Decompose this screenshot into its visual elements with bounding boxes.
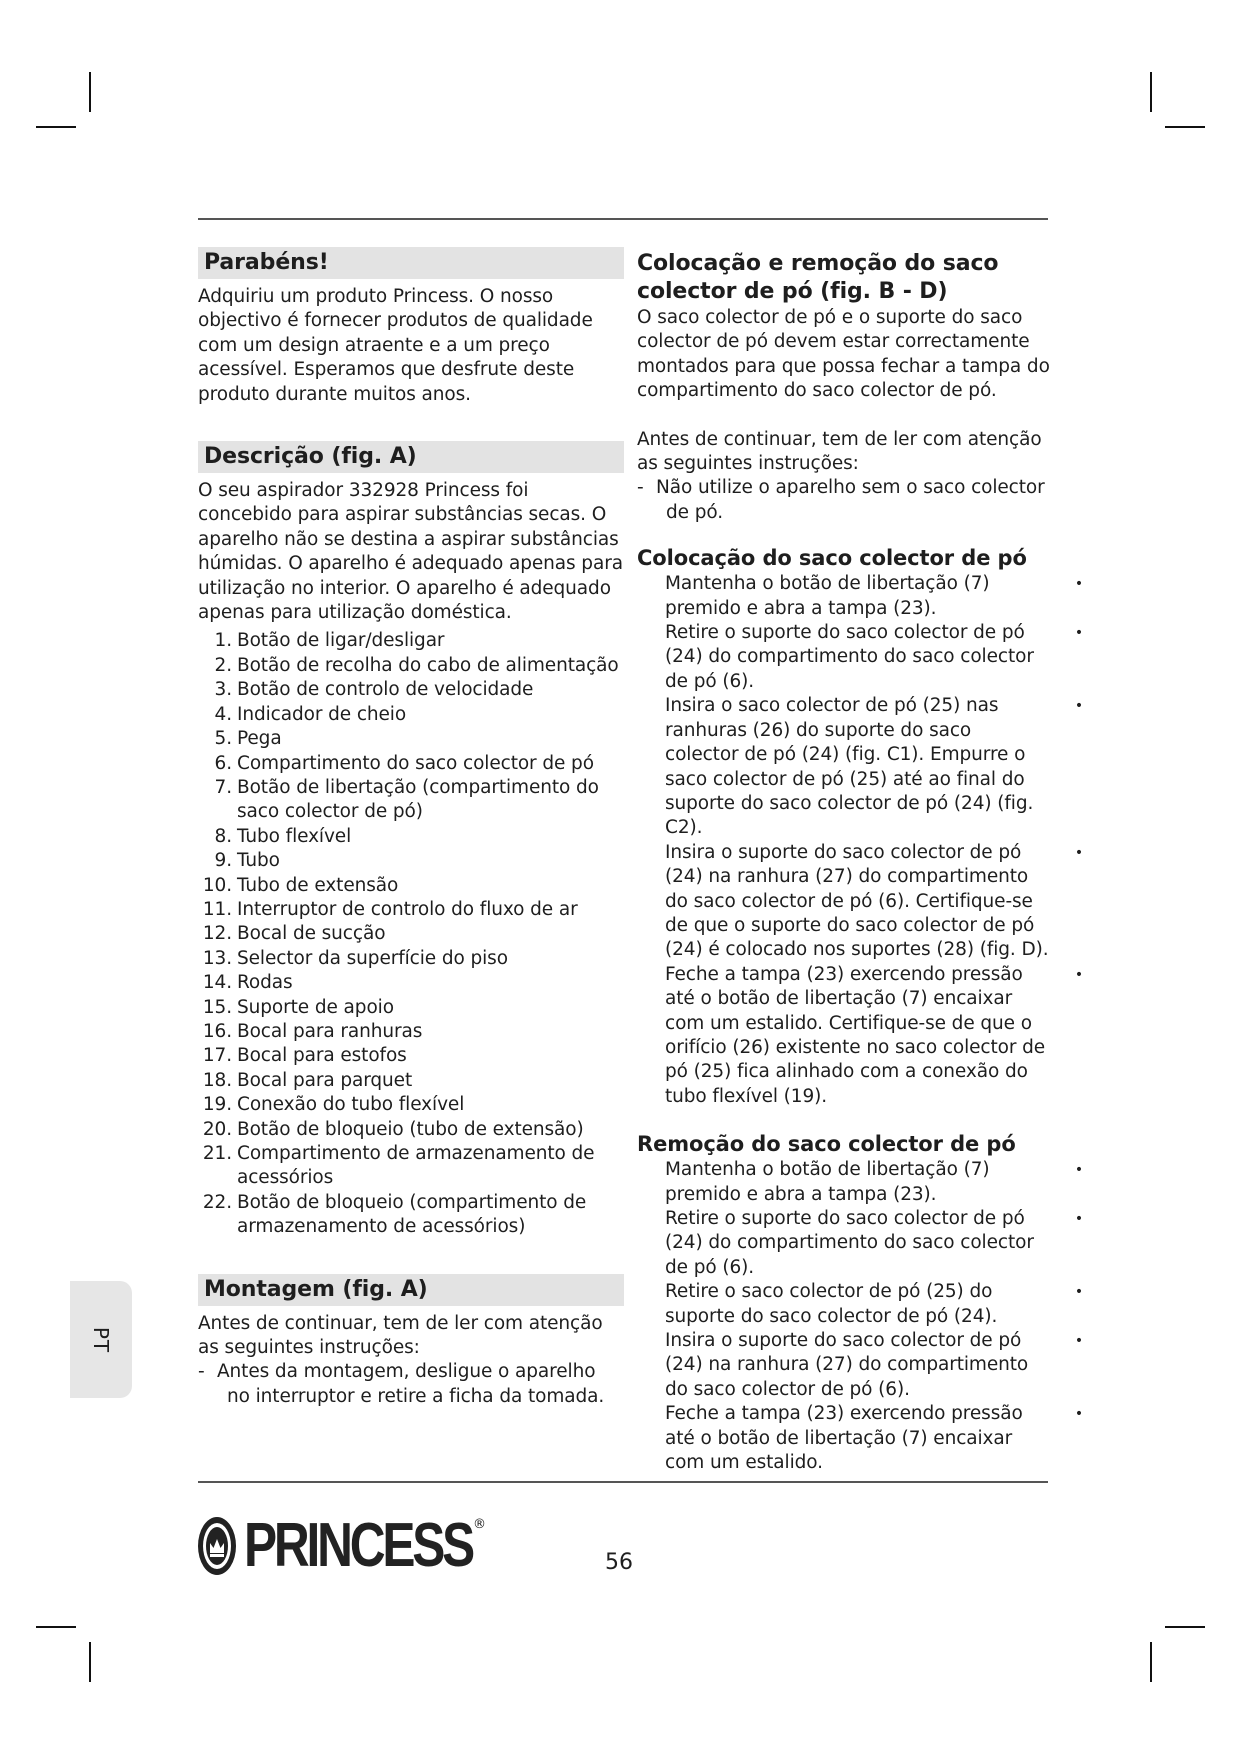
- list-item: 6. Compartimento do saco colector de pó: [214, 752, 594, 774]
- list-item: 22. Botão de bloqueio (compartimento de armazenamento de acessórios): [202, 1191, 587, 1238]
- section-heading-dust-bag: Colocação e remoção do saco colector de pó (fig. B - D): [637, 251, 999, 304]
- warning-instruction: - Não utilize o aparelho sem o saco colector de pó.: [637, 477, 1045, 523]
- list-item: 10. Tubo de extensão: [202, 874, 399, 896]
- insert-steps: [637, 572, 1083, 1109]
- list-item: 20. Botão de bloqueio (tubo de extensão): [202, 1118, 584, 1140]
- list-item: 9. Tubo: [214, 850, 280, 872]
- parts-list: [198, 629, 624, 1239]
- list-item: Retire o suporte do saco colector de pó (24) do compartimento do saco colector de pó (6). •: [665, 622, 1083, 692]
- list-item: Insira o suporte do saco colector de pó (24) na ranhura (27) do compartimento do saco colector de pó (6). •: [665, 1330, 1083, 1400]
- list-item: 16. Bocal para ranhuras: [202, 1020, 423, 1042]
- princess-logo: [196, 1512, 542, 1580]
- crop-mark: [1150, 1642, 1152, 1682]
- list-item: 18. Bocal para parquet: [202, 1069, 413, 1091]
- registered-mark: ®: [472, 1516, 486, 1532]
- remove-heading: Remoção do saco colector de pó: [637, 1132, 1016, 1157]
- right-column: [637, 250, 1083, 1475]
- list-item: 15. Suporte de apoio: [202, 996, 394, 1018]
- language-tab: [70, 1281, 132, 1398]
- crop-mark: [1150, 72, 1152, 112]
- assembly-instruction: - Antes da montagem, desligue o aparelho no interruptor e retire a ficha da tomada.: [198, 1361, 605, 1407]
- list-item: 8. Tubo flexível: [214, 825, 352, 847]
- crop-mark: [36, 126, 76, 128]
- list-item: 17. Bocal para estofos: [202, 1045, 407, 1067]
- insert-heading: Colocação do saco colector de pó: [637, 546, 1027, 571]
- language-tab-label: PT: [89, 1326, 113, 1353]
- list-item: Retire o saco colector de pó (25) do suporte do saco colector de pó (24). •: [665, 1281, 1083, 1327]
- list-item: 14. Rodas: [202, 972, 293, 994]
- page-number: 56: [605, 1550, 633, 1575]
- list-item: 7. Botão de libertação (compartimento do saco colector de pó): [214, 776, 599, 823]
- list-item: 12. Bocal de sucção: [202, 923, 386, 945]
- list-item: 19. Conexão do tubo flexível: [202, 1094, 465, 1116]
- crop-mark: [36, 1626, 76, 1628]
- list-item: Mantenha o botão de libertação (7) premido e abra a tampa (23). •: [665, 573, 1083, 619]
- list-item: 2. Botão de recolha do cabo de alimentação: [214, 654, 619, 676]
- crop-mark: [1165, 126, 1205, 128]
- section-heading-assembly: Montagem (fig. A): [198, 1274, 624, 1306]
- list-item: 21. Compartimento de armazenamento de acessórios: [202, 1143, 595, 1189]
- list-item: 4. Indicador de cheio: [214, 703, 407, 725]
- assembly-text: Antes de continuar, tem de ler com atenção as seguintes instruções:: [198, 1312, 603, 1359]
- list-item: 1. Botão de ligar/desligar: [214, 630, 445, 652]
- logo-wordmark: PRINCESS: [244, 1511, 472, 1580]
- before-text: Antes de continuar, tem de ler com atenção as seguintes instruções:: [637, 428, 1042, 475]
- remove-steps: [637, 1158, 1083, 1475]
- description-text: O seu aspirador 332928 Princess foi concebido para aspirar substâncias secas. O aparelho não se destina a aspirar substâncias húmidas. O aparelho é adequado apenas para utilização no interior. O aparelho é adequado apenas para utilização doméstica.: [198, 480, 623, 624]
- crop-mark: [89, 72, 91, 112]
- section-heading-description: Descrição (fig. A): [198, 441, 624, 473]
- crop-mark: [1165, 1626, 1205, 1628]
- crop-mark: [89, 1642, 91, 1682]
- section-heading-congrats: Parabéns!: [198, 247, 624, 279]
- bottom-rule: [198, 1481, 1048, 1483]
- crown-emblem-icon: [196, 1515, 238, 1577]
- list-item: Insira o saco colector de pó (25) nas ranhuras (26) do suporte do saco colector de pó (24) (fig. C1). Empurre o saco colector de pó (25) até ao final do suporte do saco colector de pó (24) (fig. C2). •: [665, 695, 1083, 839]
- top-rule: [198, 218, 1048, 220]
- dust-bag-intro: O saco colector de pó e o suporte do saco colector de pó devem estar correctamente montados para que possa fechar a tampa do compartimento do saco colector de pó.: [637, 307, 1050, 402]
- list-item: 3. Botão de controlo de velocidade: [214, 679, 534, 701]
- list-item: Insira o suporte do saco colector de pó (24) na ranhura (27) do compartimento do saco colector de pó (6). Certifique-se de que o suporte do saco colector de pó (24) é colocado nos suportes (28) (fig. D). •: [665, 841, 1083, 961]
- list-item: Mantenha o botão de libertação (7) premido e abra a tampa (23). •: [665, 1159, 1083, 1205]
- list-item: Feche a tampa (23) exercendo pressão até o botão de libertação (7) encaixar com um estalido. •: [665, 1403, 1083, 1474]
- left-column: [198, 247, 624, 1409]
- list-item: 5. Pega: [214, 728, 282, 750]
- list-item: Feche a tampa (23) exercendo pressão até o botão de libertação (7) encaixar com um estalido. Certifique-se de que o orifício (26) existente no saco colector de pó (25) fica alinhado com a conexão do tubo flexível (19). •: [665, 963, 1083, 1107]
- congrats-text: Adquiriu um produto Princess. O nosso objectivo é fornecer produtos de qualidade com um design atraente e a um preço acessível. Esperamos que desfrute deste produto durante muitos anos.: [198, 286, 593, 405]
- list-item: Retire o suporte do saco colector de pó (24) do compartimento do saco colector de pó (6). •: [665, 1208, 1083, 1278]
- list-item: 11. Interruptor de controlo do fluxo de ar: [202, 898, 578, 920]
- list-item: 13. Selector da superfície do piso: [202, 947, 508, 969]
